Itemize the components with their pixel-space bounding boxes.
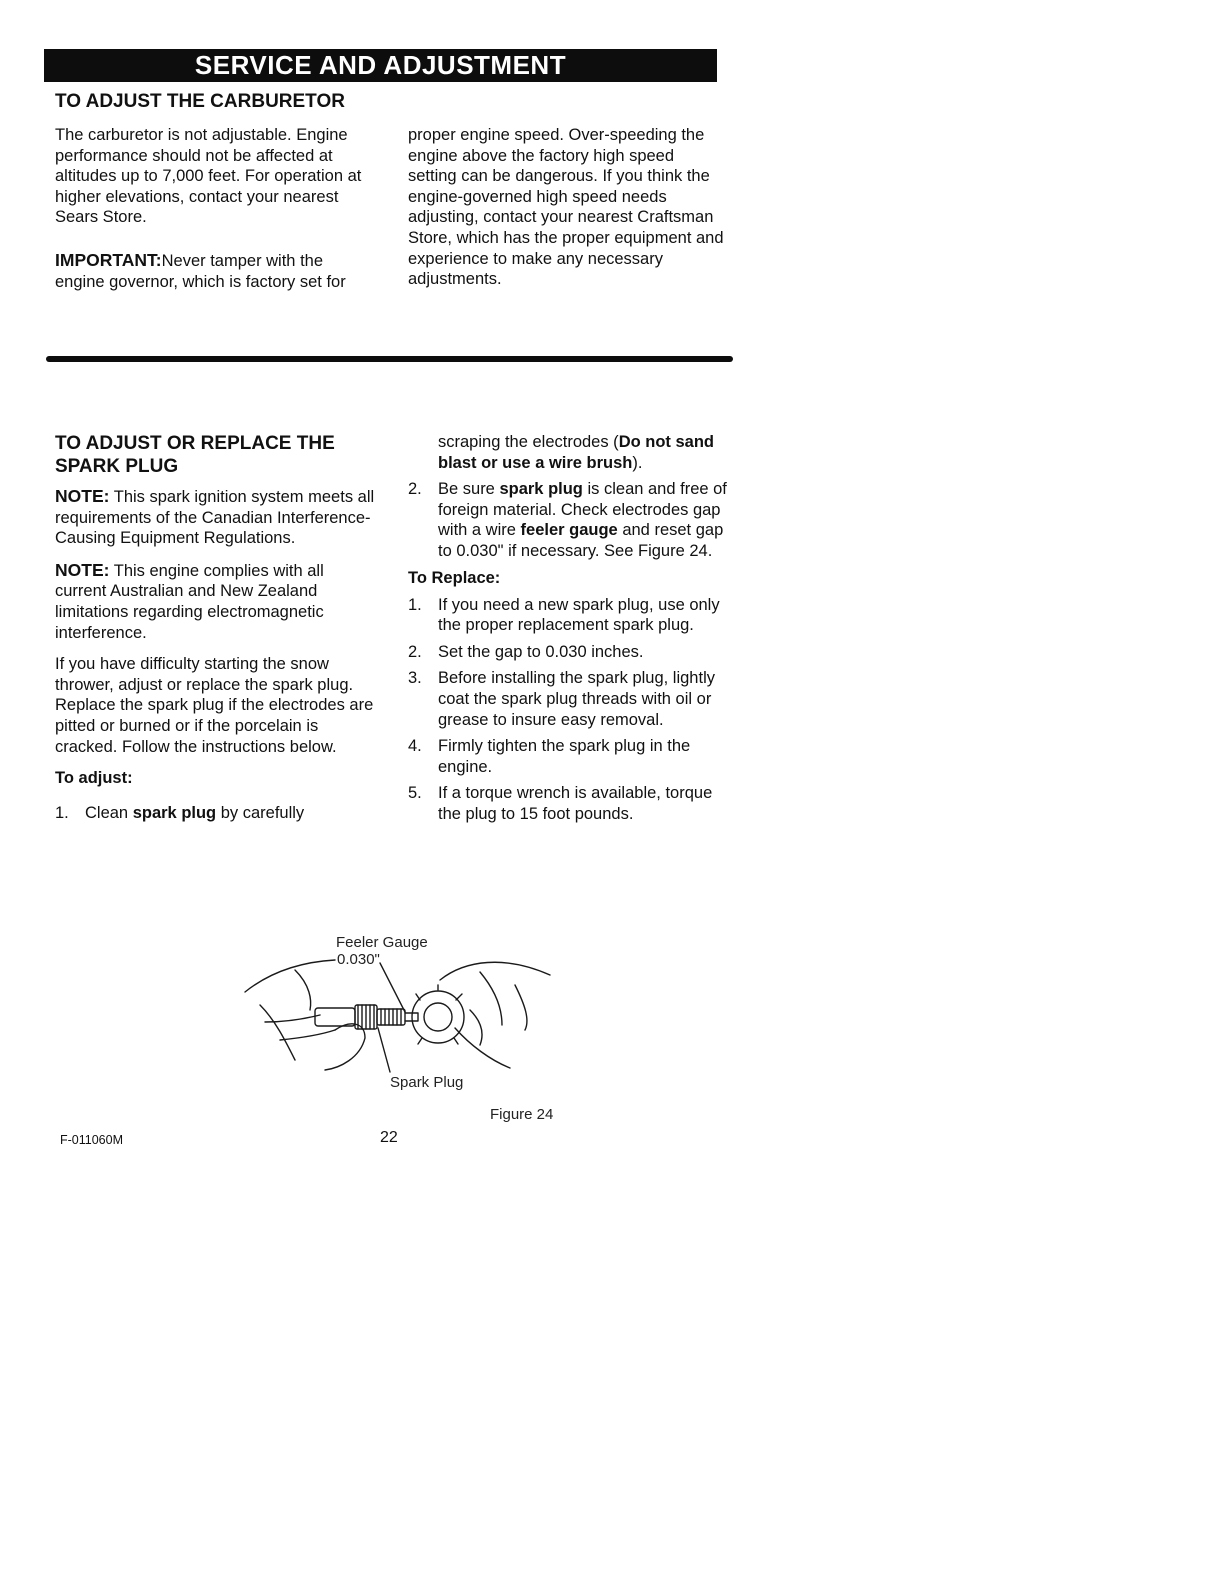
left-hand-top-contour (245, 960, 335, 992)
important-text-start: Never tamper with the engine governor, which is factory set for (55, 252, 346, 291)
note-1-text: This spark ignition system meets all requirements of the Canadian Interference-Causing Equipment Regulations. (55, 488, 375, 548)
step-number: 2. (408, 642, 422, 661)
spark-plug-right-column (408, 432, 730, 825)
leader-line-feeler-gauge (380, 963, 405, 1012)
carburetor-important-cont: proper engine speed. Over-speeding the engine above the factory high speed setting can be dangerous. If you think the engine-governed high speed needs adjusting, contact your nearest Craftsman Store, which has the proper equipment and experience to make any necessary adjustments. (408, 126, 724, 289)
step-text: and reset gap to 0.030" if necessary. See Figure 24. (438, 521, 724, 560)
step-text: If a torque wrench is available, torque the plug to 15 foot pounds. (438, 784, 713, 823)
step-number: 4. (408, 737, 422, 756)
left-finger-2 (280, 1030, 335, 1040)
step-text: by carefully (216, 804, 305, 823)
replace-step-3 (408, 668, 730, 730)
spark-plug-para: If you have difficulty starting the snow thrower, adjust or replace the spark plug. Replace the spark plug if the electrodes are pitted or burned or if the porcelain is cracked. Follow the instructions below. (55, 655, 374, 756)
right-finger-1 (515, 985, 527, 1030)
right-finger-2 (470, 1010, 482, 1045)
note-2-text: This engine complies with all current Australian and New Zealand limitations regarding electromagnetic interference. (55, 561, 324, 642)
figure-caption: Figure 24 (490, 1106, 554, 1123)
right-hand-knuckle (480, 972, 502, 1025)
left-hand-palm (260, 1005, 295, 1060)
step-text: ). (632, 453, 643, 472)
spark-plug-gauge-illustration (240, 950, 570, 1080)
figure-label-feeler-gauge: Feeler Gauge (336, 934, 428, 951)
right-hand-top-contour (440, 962, 550, 980)
step-number: 3. (408, 669, 422, 688)
step-number: 1. (55, 804, 69, 823)
spark-plug-left-column (55, 432, 375, 824)
adjust-heading: To adjust: (55, 769, 133, 788)
leader-line-spark-plug (378, 1028, 390, 1072)
step-bold: Do not sand blast or use a wire brush (438, 433, 715, 472)
replace-step-5 (408, 783, 730, 824)
adjust-step-1 (55, 803, 375, 824)
feeler-gauge-tabs (416, 985, 462, 1044)
step-bold: feeler gauge (520, 521, 618, 540)
spark-plug-thread-lines (381, 1009, 401, 1025)
adjust-steps-left (55, 803, 375, 824)
footer-code: F-011060M (60, 1133, 123, 1147)
replace-step-1 (408, 595, 730, 636)
step-number: 5. (408, 784, 422, 803)
section-banner: SERVICE AND ADJUSTMENT (44, 49, 717, 82)
carburetor-important (55, 250, 373, 292)
step-number: 1. (408, 595, 422, 614)
note-1-label: NOTE: (55, 486, 110, 506)
left-hand-knuckle (295, 970, 311, 1010)
step-text: Be sure (438, 480, 500, 499)
note-2 (55, 560, 375, 643)
figure-label-gap: 0.030" (337, 951, 380, 968)
replace-heading: To Replace: (408, 568, 501, 587)
step-text: Firmly tighten the spark plug in the engine. (438, 737, 691, 776)
adjust-step-1-cont (408, 432, 730, 473)
carburetor-heading: TO ADJUST THE CARBURETOR (55, 91, 345, 112)
replace-step-4 (408, 736, 730, 777)
important-label: IMPORTANT: (55, 250, 162, 270)
step-bold: spark plug (499, 480, 583, 499)
note-1 (55, 486, 375, 549)
spark-plug-heading-line2: SPARK PLUG (55, 456, 179, 477)
section-divider (46, 356, 733, 362)
figure-label-spark-plug: Spark Plug (390, 1074, 464, 1091)
adjust-steps-right (408, 479, 730, 561)
step-text: Clean (85, 804, 133, 823)
spark-plug-heading-line1: TO ADJUST OR REPLACE THE (55, 433, 335, 454)
step-number: 2. (408, 480, 422, 499)
adjust-step-2 (408, 479, 730, 561)
step-bold: spark plug (132, 804, 217, 823)
spark-plug-hex-lines (358, 1005, 374, 1029)
replace-step-2 (408, 642, 730, 663)
carburetor-para: The carburetor is not adjustable. Engine performance should not be affected at altitudes up to 7,000 feet. For operation at higher elevations, contact your nearest Sears Store. (55, 126, 362, 227)
spark-plug-insulator (315, 1008, 355, 1026)
step-text: Set the gap to 0.030 inches. (438, 642, 644, 661)
feeler-gauge-inner-ring (424, 1003, 452, 1031)
page-number: 22 (380, 1129, 398, 1146)
step-text: Before installing the spark plug, lightly coat the spark plug threads with oil or grease to insure easy removal. (438, 669, 715, 729)
note-2-label: NOTE: (55, 559, 110, 580)
replace-steps (408, 595, 730, 825)
step-text: is clean and free of foreign material. Check electrodes gap with a wire (438, 480, 727, 540)
step-text: scraping the electrodes ( (438, 433, 619, 451)
step-text: If you need a new spark plug, use only the proper replacement spark plug. (438, 595, 720, 635)
